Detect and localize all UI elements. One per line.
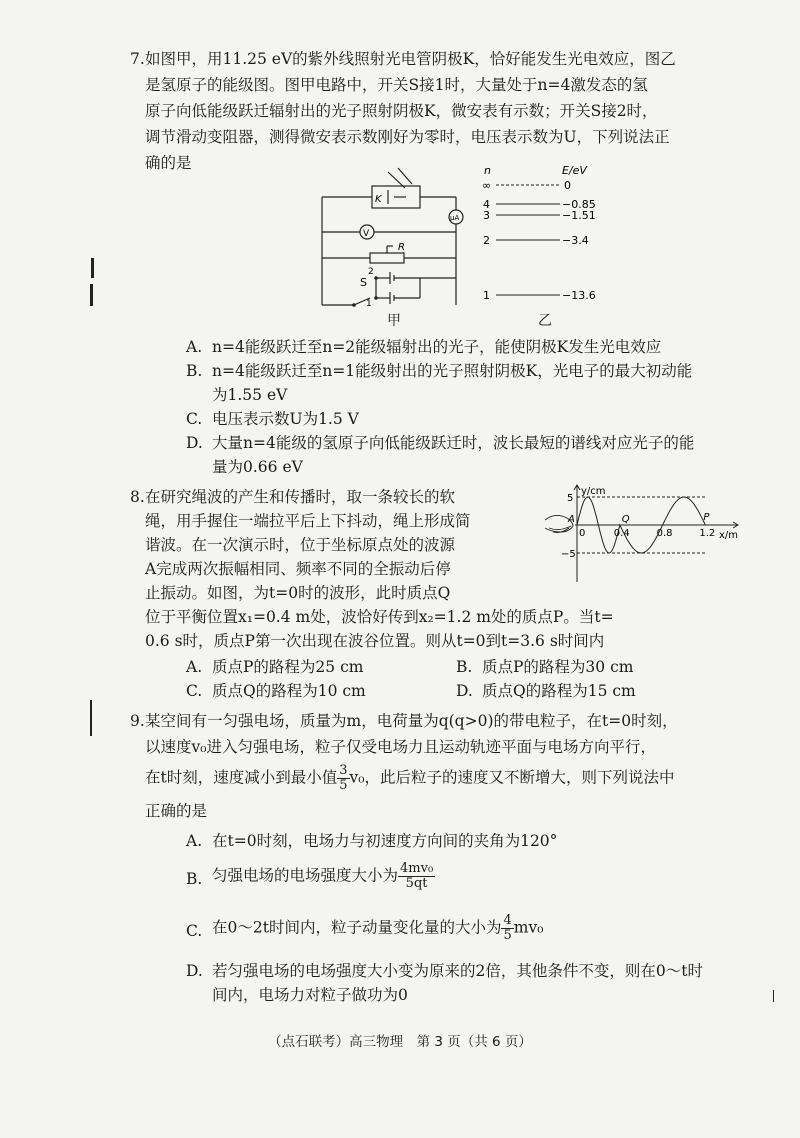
q8-line-3: 谐波。在一次演示时，位于坐标原点处的波源 [145,536,456,554]
binding-mark-4 [773,990,774,1002]
level-n-3: 3 [483,209,490,222]
terminal-2-label: 2 [368,267,374,277]
q7-option-a-label: A. [186,338,203,356]
q8-line-4: A完成两次振幅相同、频率不同的全振动后停 [145,560,451,578]
figure-b-caption: 乙 [538,313,552,329]
q9-line-3-pre: 在t时刻，速度减小到最小值 [145,768,338,787]
q7-line-4: 调节滑动变阻器，测得微安表示数刚好为零时，电压表示数为U，下列说法正 [145,128,670,146]
q8-number: 8. [130,488,145,506]
q9-option-d-text-2: 间内，电场力对粒子做功为0 [212,986,408,1004]
fraction-denominator: 5qt [405,876,428,891]
q9-option-b-text [212,862,435,891]
circuit-diagram [310,160,480,315]
y-tick-5: 5 [567,493,574,504]
q7-number: 7. [130,50,145,68]
binding-mark-1 [91,258,94,278]
q9-number: 9. [130,712,145,730]
point-p-label: P [703,512,710,523]
q9-option-c-post: mv₀ [513,918,544,937]
switch-label: S [360,276,367,289]
q8-line-5: 止振动。如图，为t=0时的波形，此时质点Q [145,584,451,602]
q8-option-c-text: 质点Q的路程为10 cm [212,682,366,700]
q9-option-b-label: B. [186,870,203,888]
x-tick-0-8: 0.8 [656,528,673,539]
q7-option-b-text-2: 为1.55 eV [212,386,288,404]
rheostat-label: R [398,242,405,253]
fraction-denominator: 5 [503,928,512,943]
level-n-1: 1 [483,289,490,302]
q8-option-b-label: B. [456,658,473,676]
q7-option-b-label: B. [186,362,203,380]
q7-option-d-label: D. [186,434,203,452]
q8-option-c-label: C. [186,682,203,700]
q7-line-5: 确的是 [145,154,192,172]
q8-option-b-text: 质点P的路程为30 cm [482,658,634,676]
q8-option-d-text: 质点Q的路程为15 cm [482,682,636,700]
q9-option-d-text-1: 若匀强电场的电场强度大小变为原来的2倍，其他条件不变，则在0～t时 [212,962,703,980]
voltmeter-label: V [363,229,370,239]
terminal-1-label: 1 [366,299,372,309]
level-e-2: −3.4 [562,234,589,247]
fraction-denominator: 5 [339,778,348,793]
microammeter-label: μA [450,214,460,222]
binding-mark-3 [90,700,92,736]
fraction-numerator: 4mv₀ [400,861,434,876]
q9-option-d-label: D. [186,962,203,980]
fraction-3-5 [337,764,349,793]
q9-option-c-label: C. [186,922,203,940]
q8-option-a-label: A. [186,658,203,676]
level-e-1: −13.6 [562,289,596,302]
fraction-numerator: 3 [339,763,348,778]
x-tick-0: 0 [579,528,586,539]
q8-option-a-text: 质点P的路程为25 cm [212,658,364,676]
q9-line-4: 正确的是 [145,802,208,820]
q9-option-a-text: 在t=0时刻，电场力与初速度方向间的夹角为120° [212,832,558,850]
fraction-numerator: 4 [503,913,512,928]
q9-line-3-post: v₀，此后粒子的速度又不断增大，则下列说法中 [349,768,675,787]
rheostat [370,253,404,263]
level-n-4: 4 [483,198,490,211]
x-axis-label: x/m [719,530,739,541]
fraction-4-5 [501,914,513,943]
q7-option-c-text: 电压表示数U为1.5 V [212,410,359,428]
point-a-label: A [568,514,575,525]
q8-line-6: 位于平衡位置x₁=0.4 m处，波恰好传到x₂=1.2 m处的质点P。当t= [145,608,614,626]
point-q-label: Q [621,514,630,525]
q7-option-b-text-1: n=4能级跃迁至n=1能级射出的光子照射阴极K，光电子的最大初动能 [212,362,693,380]
binding-mark-2 [90,284,93,306]
q9-option-b-pre: 匀强电场的电场强度大小为 [212,866,399,885]
level-e-inf: 0 [564,179,571,192]
level-n-2: 2 [483,234,490,247]
level-e-4: −0.85 [562,198,596,211]
y-tick-neg5: −5 [561,549,576,560]
energy-header: E/eV [562,164,587,177]
q7-line-2: 是氢原子的能级图。图甲电路中，开关S接1时，大量处于n=4激发态的氢 [145,76,648,94]
q7-option-d-text-1: 大量n=4能级的氢原子向低能级跃迁时，波长最短的谱线对应光子的能 [212,434,695,452]
x-tick-1-2: 1.2 [699,528,716,539]
cathode-label: K [375,194,382,205]
q9-option-c-pre: 在0～2t时间内，粒子动量变化量的大小为 [212,918,502,937]
q9-option-a-label: A. [186,832,203,850]
n-header: n [484,164,491,177]
level-n-inf: ∞ [482,179,492,192]
q7-option-d-text-2: 量为0.66 eV [212,458,303,476]
q9-line-1: 某空间有一匀强电场，质量为m，电荷量为q(q>0)的带电粒子，在t=0时刻， [145,712,678,730]
q8-line-2: 绳，用手握住一端拉平后上下抖动，绳上形成简 [145,512,471,530]
q8-option-d-label: D. [456,682,473,700]
q7-option-c-label: C. [186,410,203,428]
q9-line-3 [145,764,675,793]
page-footer: （点石联考）高三物理 第 3 页（共 6 页） [268,1034,532,1050]
figure-a-caption: 甲 [387,313,401,329]
q8-line-7: 0.6 s时，质点P第一次出现在波谷位置。则从t=0到t=3.6 s时间内 [145,632,605,650]
wave-graph [545,484,745,584]
q7-line-3: 原子向低能级跃迁辐射出的光子照射阴极K，微安表有示数；开关S接2时， [145,102,658,120]
q7-line-1: 如图甲，用11.25 eV的紫外线照射光电管阴极K，恰好能发生光电效应，图乙 [145,50,676,68]
fraction-field-strength [398,862,435,891]
q9-line-2: 以速度v₀进入匀强电场，粒子仅受电场力且运动轨迹平面与电场方向平行， [145,738,656,756]
q9-option-c-text [212,914,543,943]
x-tick-0-4: 0.4 [613,528,630,539]
y-axis-label: y/cm [581,486,606,497]
q8-line-1: 在研究绳波的产生和传播时，取一条较长的软 [145,488,456,506]
light-ray [398,168,412,184]
q7-option-a-text: n=4能级跃迁至n=2能级辐射出的光子，能使阴极K发生光电效应 [212,338,662,356]
energy-level-diagram [478,162,608,307]
level-e-3: −1.51 [562,209,596,222]
